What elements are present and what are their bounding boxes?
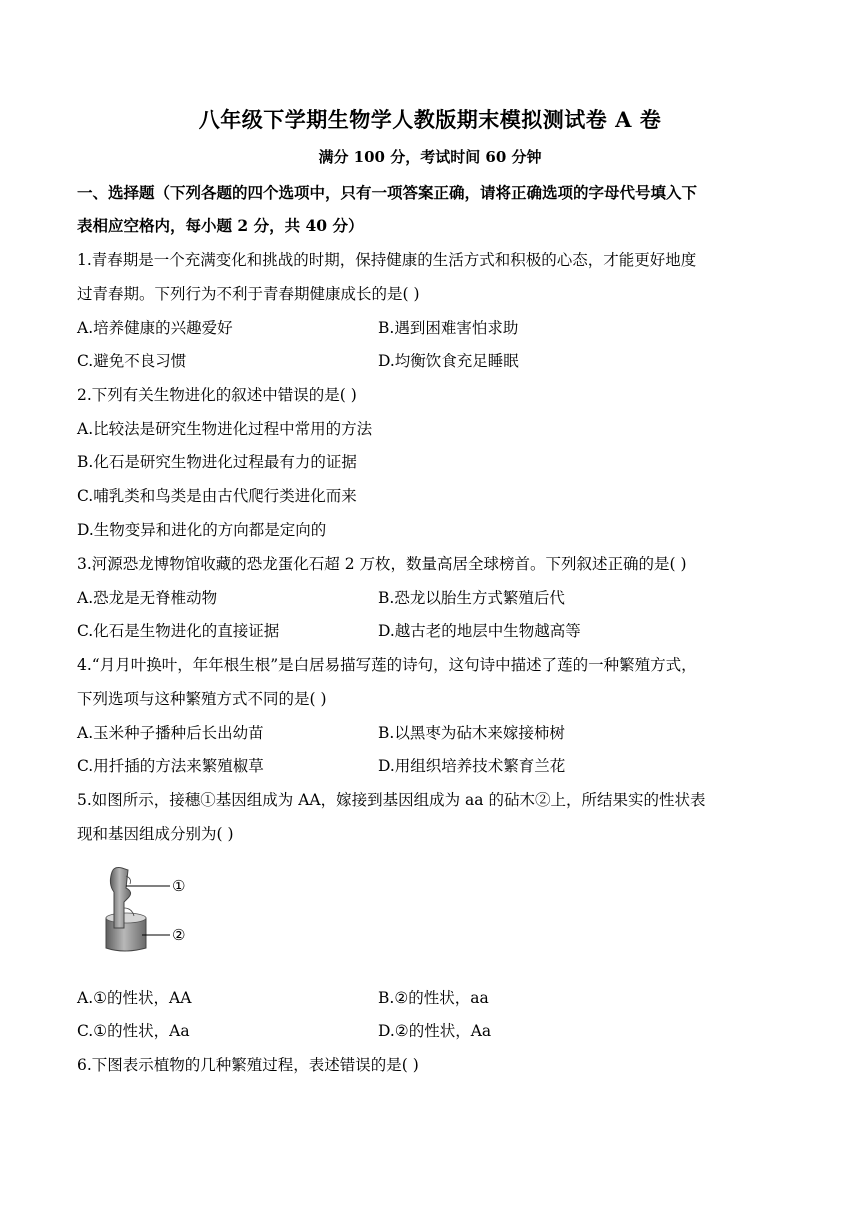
question-4-option-a: A.玉米种子播种后长出幼苗 (77, 724, 264, 742)
question-5-stem: 5.如图所示，接穗①基因组成为 AA，嫁接到基因组成为 aa 的砧木②上，所结果实的性状表 (77, 791, 706, 809)
grafting-illustration (98, 862, 198, 954)
section-heading-cont: 表相应空格内，每小题 2 分，共 40 分） (77, 216, 364, 235)
question-2-option-a: A.比较法是研究生物进化过程中常用的方法 (77, 420, 373, 438)
question-4-stem-cont: 下列选项与这种繁殖方式不同的是( ) (77, 690, 327, 708)
question-5-option-b: B.②的性状，aa (378, 989, 489, 1007)
question-2-option-d: D.生物变异和进化的方向都是定向的 (77, 521, 327, 539)
question-4-option-c: C.用扦插的方法来繁殖椒草 (77, 757, 264, 775)
question-1-stem-cont: 过青春期。下列行为不利于青春期健康成长的是( ) (77, 285, 420, 303)
section-heading: 一、选择题（下列各题的四个选项中，只有一项答案正确，请将正确选项的字母代号填入下 (77, 183, 698, 202)
question-1-option-a: A.培养健康的兴趣爱好 (77, 319, 233, 337)
page-title: 八年级下学期生物学人教版期末模拟测试卷 A 卷 (198, 107, 662, 132)
grafting-figure (98, 862, 198, 954)
question-2-option-c: C.哺乳类和鸟类是由古代爬行类进化而来 (77, 487, 357, 505)
question-4-option-d: D.用组织培养技术繁育兰花 (378, 757, 566, 775)
page-subtitle: 满分 100 分，考试时间 60 分钟 (318, 148, 542, 166)
question-6-stem: 6.下图表示植物的几种繁殖过程，表述错误的是( ) (77, 1056, 419, 1074)
question-3-option-d: D.越古老的地层中生物越高等 (378, 622, 581, 640)
question-2-option-b: B.化石是研究生物进化过程最有力的证据 (77, 453, 357, 471)
question-3-stem: 3.河源恐龙博物馆收藏的恐龙蛋化石超 2 万枚，数量高居全球榜首。下列叙述正确的是( ) (77, 555, 687, 573)
question-5-option-c: C.①的性状，Aa (77, 1022, 190, 1040)
question-4-stem: 4.“月月叶换叶，年年根生根”是白居易描写莲的诗句，这句诗中描述了莲的一种繁殖方式， (77, 656, 697, 674)
figure-label-1: ① (172, 877, 186, 895)
question-3-option-a: A.恐龙是无脊椎动物 (77, 589, 218, 607)
question-4-option-b: B.以黑枣为砧木来嫁接柿树 (378, 724, 565, 742)
question-1-option-c: C.避免不良习惯 (77, 352, 187, 370)
question-1-stem: 1.青春期是一个充满变化和挑战的时期，保持健康的生活方式和积极的心态，才能更好地度 (77, 251, 697, 269)
question-1-option-d: D.均衡饮食充足睡眠 (378, 352, 519, 370)
question-2-stem: 2.下列有关生物进化的叙述中错误的是( ) (77, 386, 357, 404)
question-3-option-c: C.化石是生物进化的直接证据 (77, 622, 280, 640)
question-5-option-a: A.①的性状，AA (77, 989, 192, 1007)
figure-label-2: ② (172, 926, 186, 944)
question-1-option-b: B.遇到困难害怕求助 (378, 319, 519, 337)
question-3-option-b: B.恐龙以胎生方式繁殖后代 (378, 589, 565, 607)
question-5-stem-cont: 现和基因组成分别为( ) (77, 825, 234, 843)
question-5-option-d: D.②的性状，Aa (378, 1022, 492, 1040)
